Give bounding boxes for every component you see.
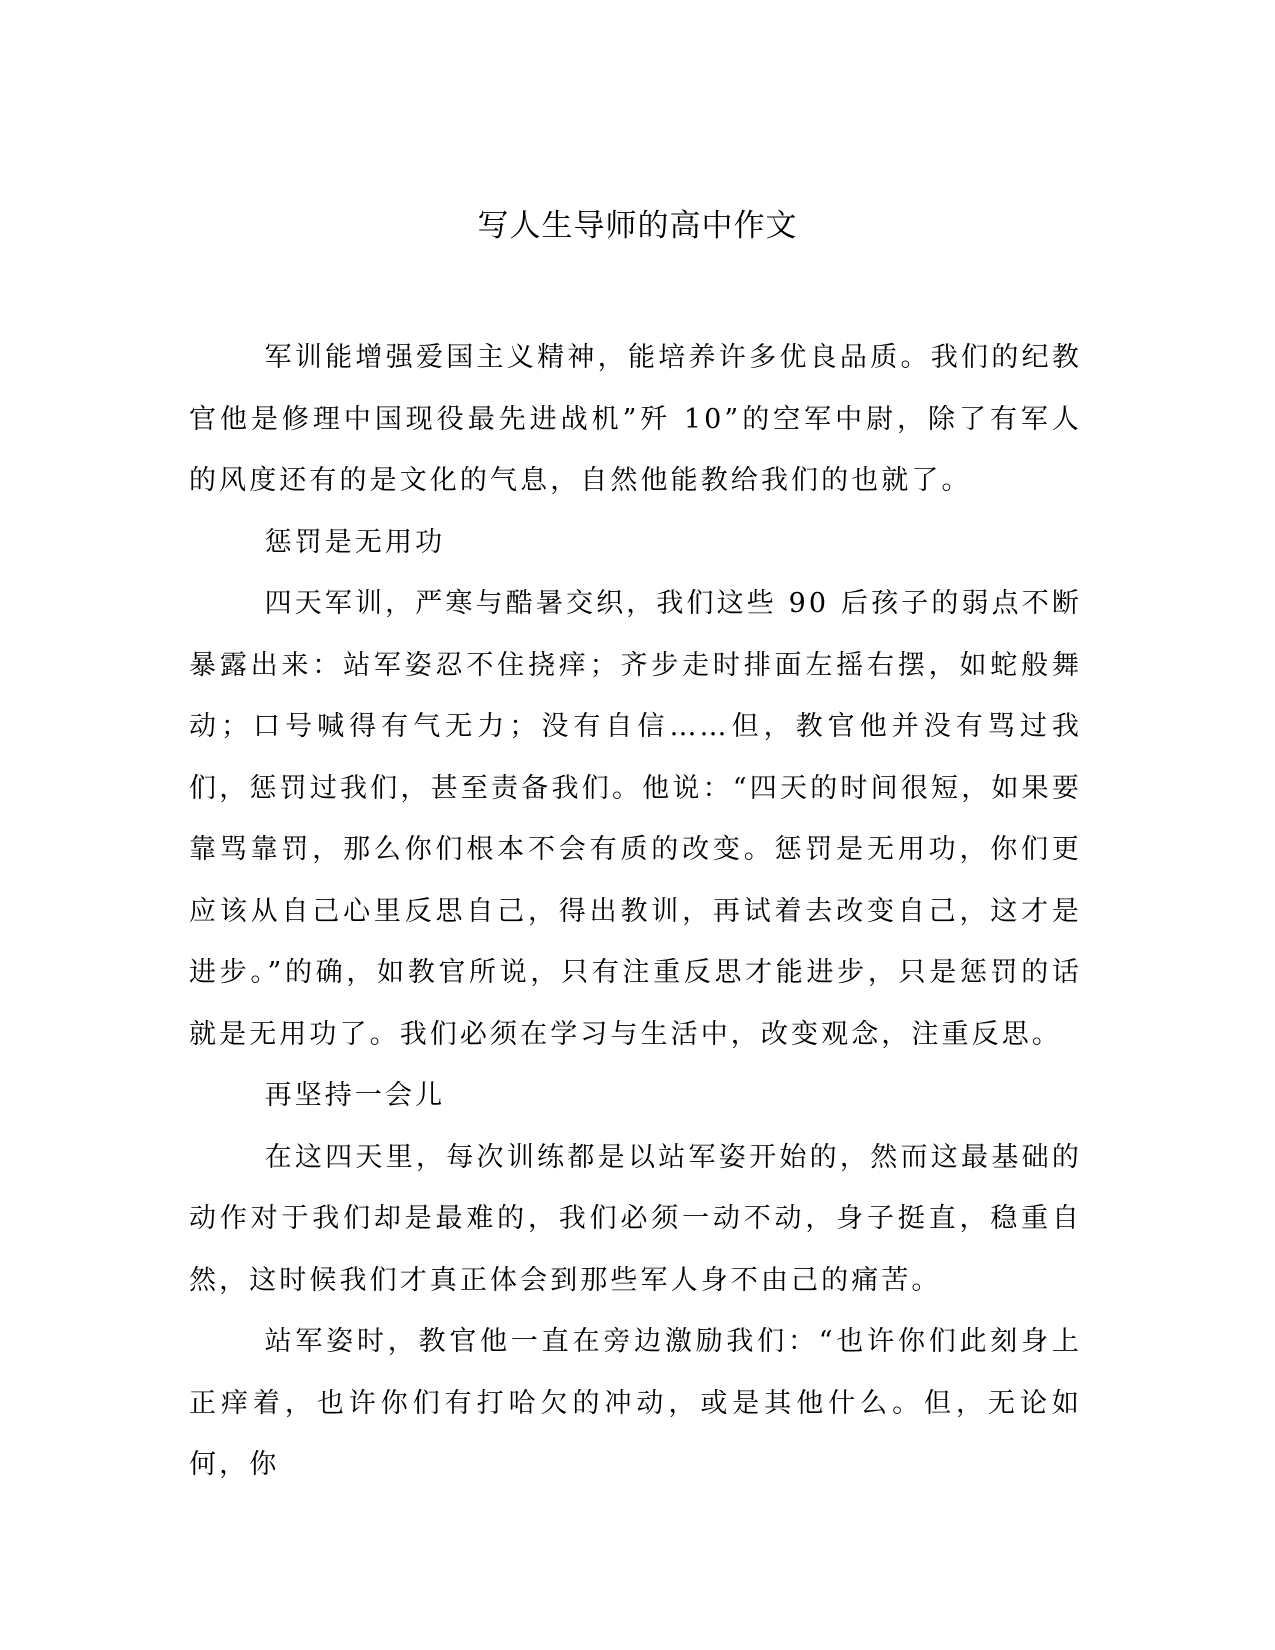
body-paragraph: 军训能增强爱国主义精神，能培养许多优良品质。我们的纪教官他是修理中国现役最先进战机”歼 10”的空军中尉，除了有军人的风度还有的是文化的气息，自然他能教给我们的也就了。 (189, 342, 1082, 496)
body-paragraph: 在这四天里，每次训练都是以站军姿开始的，然而这最基础的动作对于我们却是最难的，我们必须一动不动，身子挺直，稳重自然，这时候我们才真正体会到那些军人身不由己的痛苦。 (189, 1141, 1082, 1296)
document-body (189, 327, 1082, 1496)
section-heading: 惩罚是无用功 (264, 526, 446, 558)
body-paragraph: 站军姿时，教官他一直在旁边激励我们：“也许你们此刻身上正痒着，也许你们有打哈欠的冲动，或是其他什么。但，无论如何，你 (189, 1326, 1082, 1480)
section-heading: 再坚持一会儿 (264, 1080, 446, 1111)
body-paragraph: 四天军训，严寒与酷暑交织，我们这些 90 后孩子的弱点不断暴露出来：站军姿忍不住挠痒；齐步走时排面左摇右摆，如蛇般舞动；口号喊得有气无力；没有自信……但，教官他并没有骂过我们，惩罚过我们，甚至责备我们。他说：“四天的时间很短，如果要靠骂靠罚，那么你们根本不会有质的改变。惩罚是无用功，你们更应该从自己心里反思自己，得出教训，再试着去改变自己，这才是进步。”的确，如教官所说，只有注重反思才能进步，只是惩罚的话就是无用功了。我们必须在学习与生活中，改变观念，注重反思。 (189, 588, 1082, 1050)
document-title: 写人生导师的高中作文 (477, 208, 798, 244)
